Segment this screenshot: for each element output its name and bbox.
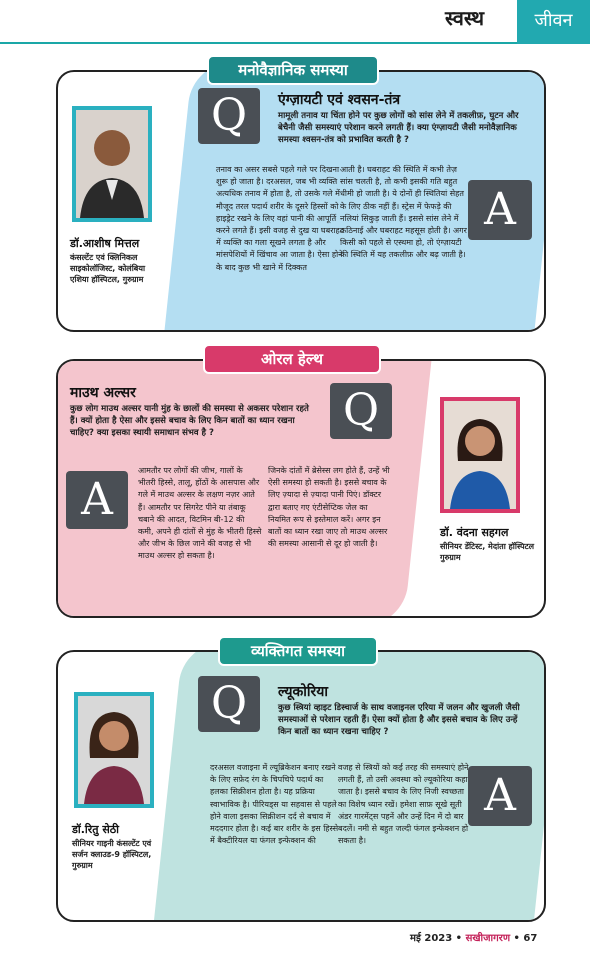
question-title: माउथ अल्सर bbox=[70, 385, 136, 401]
expert-name: डॉ. वंदना सहगल bbox=[440, 526, 509, 539]
answer-a-icon: A bbox=[66, 471, 128, 529]
oral-health-card bbox=[56, 359, 546, 618]
question-q-icon: Q bbox=[330, 383, 392, 439]
answer-column-2: जिनके दांतों में ब्रेसेस्स लग होते हैं, उन्हें भी ऐसी समस्या हो सकती है। इससे बचाव के लिए ज़्यादा से ज़्यादा पानी पिएं। डॉक्टर द्वारा बताए गए एंटीसेप्टिक जेल का नियमित रूप से इस्तेमाल करें। अगर इन बातों का ध्यान रखा जाए तो माउथ अल्सर की समस्या आसानी से दूर हो जाती है। bbox=[268, 466, 390, 549]
category-ribbon: ओरल हेल्थ bbox=[203, 344, 381, 374]
category-ribbon: मनोवैज्ञानिक समस्या bbox=[207, 55, 379, 85]
question-text: कुछ लोग माउथ अल्सर यानी मुंह के छालों की समस्या से अकसर परेशान रहते हैं। क्यों होता है ऐसा और इससे बचाव के लिए किन बातों का ध्यान रखना चाहिए? क्या इसका स्थायी समाधान संभव है ? bbox=[70, 404, 309, 438]
answer-column-1: तनाव का असर सबसे पहले गले पर दिखना शुरू हो जाता है। दरअसल, जब भी व्यक्ति अत्यधिक तनाव में होता है, तो उसके गले में मौजूद तरल पदार्थ शरीर के दूसरे हिस्सों को हाइड्रेट रखने के लिए वहां पानी की आपूर्ति करने लगते हैं। इसी वजह से दुख या घबराहट में व्यक्ति का गला सूखने लगता है और मांसपेशियों में खिंचाव आ जाता है। ऐसा होने के बाद कुछ भी खाने में दिक्कत bbox=[216, 165, 344, 272]
personal-problem-card bbox=[56, 650, 546, 922]
answer-column-1: दरअसल वजाइना में ल्यूब्रिकेशन बनाए रखने के लिए सफ़ेद रंग के चिपचिपे पदार्थ का हलका सिक्रीशन होता है। यह प्रक्रिया स्वाभाविक है। पीरियड्स या सहवास से पहले होने वाला इसका सिक्रीशन दर्द से बचाव में मददगार होता है। कई बार शरीर के इस हिस्से में बैक्टीरियल या फंगल इन्फेक्शन की bbox=[210, 763, 339, 846]
expert-name: डॉ.आशीष मित्तल bbox=[70, 237, 140, 250]
question-q-icon: Q bbox=[198, 88, 260, 144]
expert-designation: सीनियर गाइनी कंसल्टेंट एवं सर्जन क्लाउड-9 हॉस्पिटल, गुरुग्राम bbox=[72, 839, 152, 870]
page-header bbox=[0, 0, 590, 44]
category-ribbon: व्यक्तिगत समस्या bbox=[218, 636, 378, 666]
answer-column-2: वजह से स्त्रियों को कई तरह की समस्याएं होने लगती हैं, तो उसी अवस्था को ल्यूकोरिया कहा जाता है। इससे बचाव के लिए निजी स्वच्छता का विशेष ध्यान रखें। हमेशा साफ़ सूखे सूती अंडर गारमेंट्स पहनें और उन्हें दिन में दो बार बदलें। नमी से बहुत जल्दी फंगल इन्फेक्शन हो सकता है। bbox=[338, 763, 469, 846]
answer-column-1: आमतौर पर लोगों की जीभ, गालों के भीतरी हिस्से, तालू, होंठों के आसपास और गले में माउथ अल्सर के लक्षण नज़र आते हैं। आमतौर पर सिगरेट पीने या तंबाकू चबाने की आदत, विटमिन बी-12 की कमी, अपने ही दांतों से मुंह के भीतरी हिस्से और जीभ के छिल जाने की वजह से भी माउथ अल्सर हो सकता है। bbox=[138, 466, 262, 561]
question-text: कुछ स्त्रियां व्हाइट डिस्चार्ज के साथ वजाइनल एरिया में जलन और खुजली जैसी समस्याओं से परेशान रहती हैं। ऐसा क्यों होता है और इससे बचाव के लिए उन्हें किन बातों का ध्यान रखना चाहिए ? bbox=[278, 703, 520, 737]
issue-date: मई 2023 • bbox=[410, 933, 463, 944]
answer-a-icon: A bbox=[468, 766, 532, 826]
expert-photo-ritu bbox=[74, 692, 154, 808]
answer-a-icon: A bbox=[468, 180, 532, 240]
answer-column-2: आती है। घबराहट की स्थिति में कभी तेज़ सांस चलती है, तो कभी इसकी गति बहुत धीमी हो जाती है। ये दोनों ही स्थितियां सेहत के लिए ठीक नहीं हैं। स्ट्रेस में फेफड़े की नलियां सिकुड़ जाती हैं। इससे सांस लेने में कठिनाई और घबराहट महसूस होती है। अगर किसी को पहले से एस्थमा हो, तो एंग्ज़ायटी की स्थिति में यह तकलीफ़ और बढ़ जाती है। bbox=[340, 165, 467, 260]
expert-photo-vandana bbox=[440, 397, 520, 513]
question-title: एंग्ज़ायटी एवं श्वसन-तंत्र bbox=[278, 92, 401, 108]
person-photo-icon bbox=[444, 401, 516, 509]
question-title: ल्यूकोरिया bbox=[278, 684, 328, 700]
expert-name: डॉ.रितु सेठी bbox=[72, 823, 120, 836]
question-text: मामूली तनाव या चिंता होने पर कुछ लोगों को सांस लेने में तकलीफ़, घुटन और बेचैनी जैसी समस्याएं परेशान करने लगती हैं। क्या एंग्ज़ायटी जैसी मनोवैज्ञानिक समस्या श्वसन-तंत्र को प्रभावित करती है ? bbox=[278, 111, 519, 145]
expert-photo-ashish bbox=[72, 106, 152, 222]
page-footer bbox=[410, 930, 537, 944]
expert-designation: सीनियर डेंटिस्ट, मेदांता हॉस्पिटल गुरुग्राम bbox=[440, 542, 535, 562]
question-q-icon: Q bbox=[198, 676, 260, 732]
page-number: • 67 bbox=[513, 933, 538, 944]
person-photo-icon bbox=[78, 696, 150, 804]
person-photo-icon bbox=[76, 110, 148, 218]
section-title: स्वस्थ bbox=[445, 6, 485, 30]
magazine-brand: सखीजागरण bbox=[465, 933, 511, 944]
expert-designation: कंसल्टेंट एवं क्लिनिकल साइकोलॉजिस्ट, कोलंबिया एशिया हॉस्पिटल, गुरुग्राम bbox=[70, 253, 146, 284]
psychological-problem-card bbox=[56, 70, 546, 332]
section-tab: जीवन bbox=[517, 0, 590, 44]
